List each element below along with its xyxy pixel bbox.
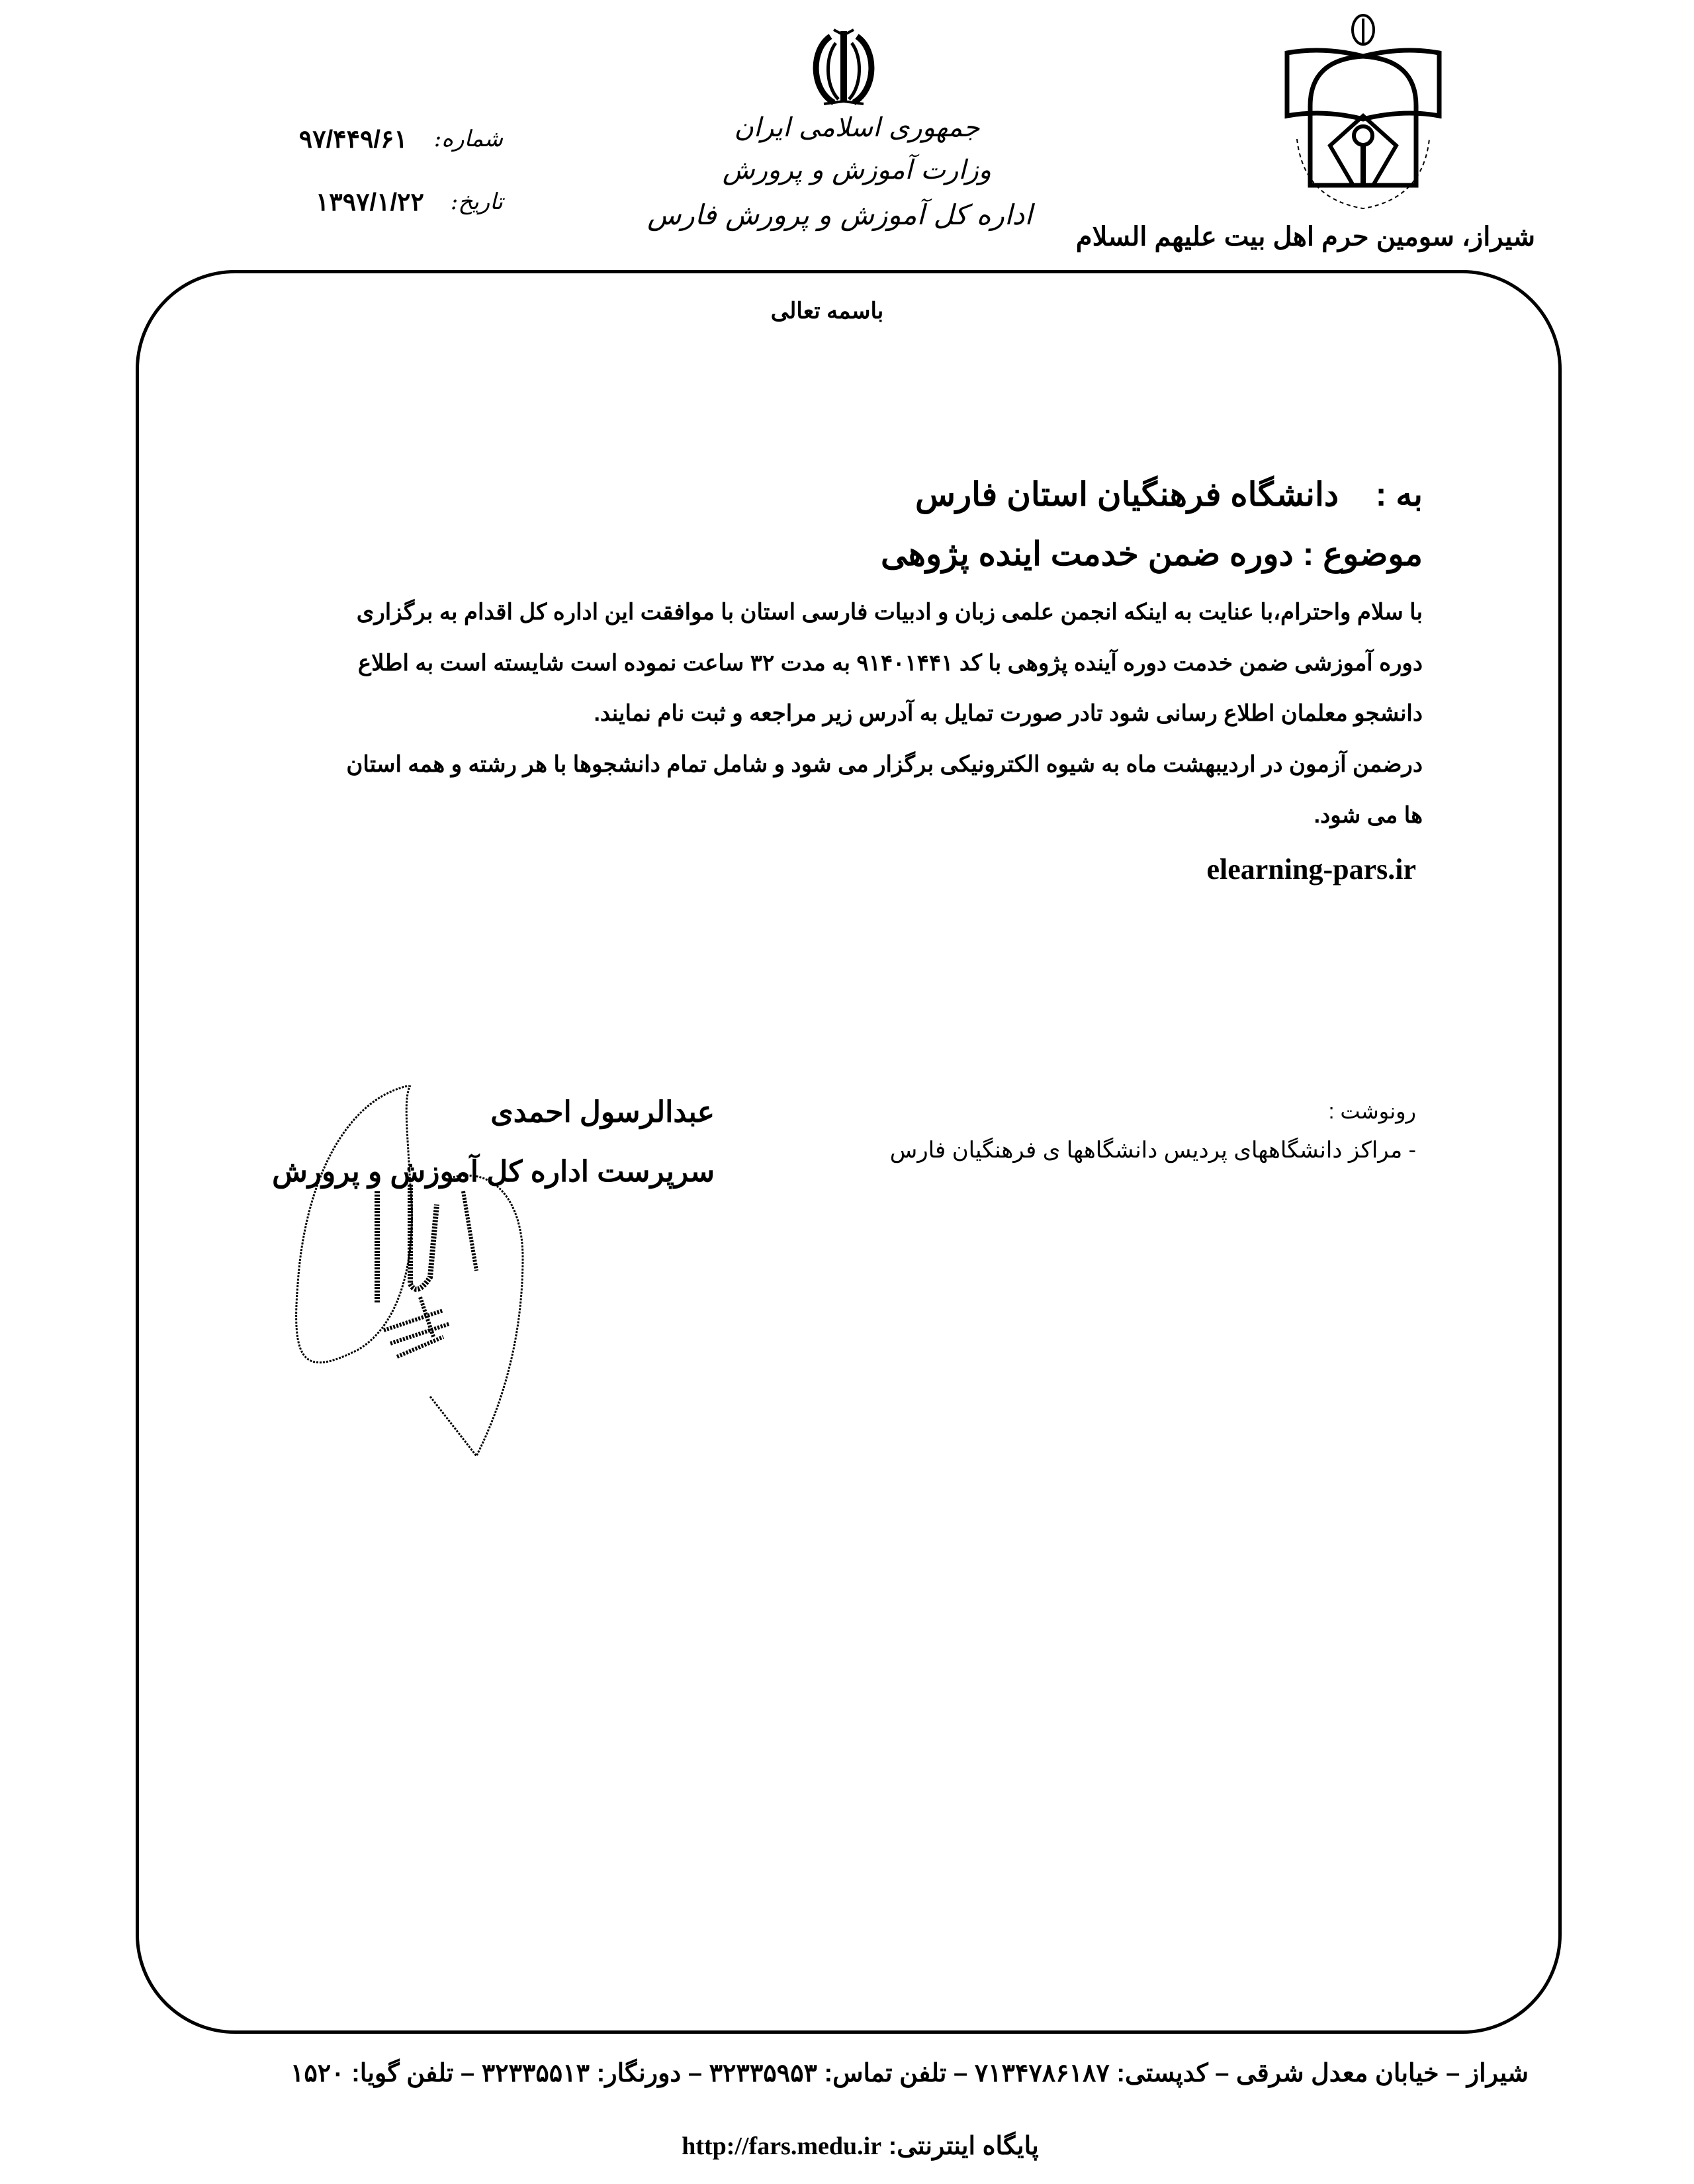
letter-date-value: ۱۳۹۷/۱/۲۲ [315,188,424,216]
subject-line [794,535,1423,573]
website-link[interactable]: http://fars.medu.ir [682,2132,882,2160]
body-line-2: دوره آموزشی ضمن خدمت دوره آینده پژوهی با کد ۹۱۴۰۱۴۴۱ به مدت ۳۲ ساعت نموده است شایسته است به اطلاع [357,651,1423,676]
copy-to-label: رونوشت : [1328,1099,1416,1123]
recipient-label: به : [1375,476,1423,513]
signer-title: سرپرست اداره کل آموزش و پرورش [272,1156,715,1188]
ministry-line-2: وزارت آموزش و پرورش [722,155,992,185]
website-label: پایگاه اینترنتی: [888,2132,1039,2160]
ministry-line-1: جمهوری اسلامی ایران [734,113,980,143]
footer-website [562,2131,1158,2161]
signer-name: عبدالرسول احمدی [490,1096,715,1128]
elearning-link[interactable]: elearning-pars.ir [1206,853,1416,886]
slogan-text: شیراز، سومین حرم اهل بیت علیهم السلام [1075,222,1535,251]
basmala-heading: باسمه تعالی [770,298,884,324]
body-line-1: با سلام واحترام،با عنایت به اینکه انجمن علمی زبان و ادبیات فارسی استان با موافقت این اداره کل اقدام به برگزاری [356,600,1423,625]
body-line-5: ها می شود. [1314,803,1423,828]
letter-date-row [199,182,503,222]
footer-address: شیراز – خیابان معدل شرقی – کدپستی: ۷۱۳۴۷۸۶۱۸۷ – تلفن تماس: ۳۲۳۳۵۹۵۳ – دورنگار: ۳۲۳۳۵۵۱۳ – تلفن گویا: ۱۵۲۰ [290,2060,1529,2087]
body-line-3: دانشجو معلمان اطلاع رسانی شود تادر صورت تمایل به آدرس زیر مراجعه و ثبت نام نمایند. [594,701,1423,726]
body-line-4: درضمن آزمون در اردیبهشت ماه به شیوه الکترونیکی برگزار می شود و شامل تمام دانشجوها با هر رشته و همه استان [346,752,1423,777]
recipient-value: دانشگاه فرهنگیان استان فارس [914,476,1339,513]
letter-number-value: ۹۷/۴۴۹/۶۱ [298,125,408,154]
letter-number-row [199,119,503,159]
letter-number-label: شماره: [433,126,503,152]
handwritten-signature-icon [278,1085,576,1469]
subject-value: دوره ضمن خدمت اینده پژوهی [881,535,1294,572]
subject-label: موضوع : [1302,535,1423,572]
ministry-line-3: اداره کل آموزش و پرورش فارس [647,199,1032,231]
letter-date-label: تاریخ: [450,189,503,215]
copy-to-item: - مراکز دانشگاههای پردیس دانشگاهها ی فرهنگیان فارس [889,1138,1416,1163]
recipient-line [794,475,1423,514]
education-department-logo-icon [1277,7,1449,218]
iran-emblem-icon [804,23,883,109]
